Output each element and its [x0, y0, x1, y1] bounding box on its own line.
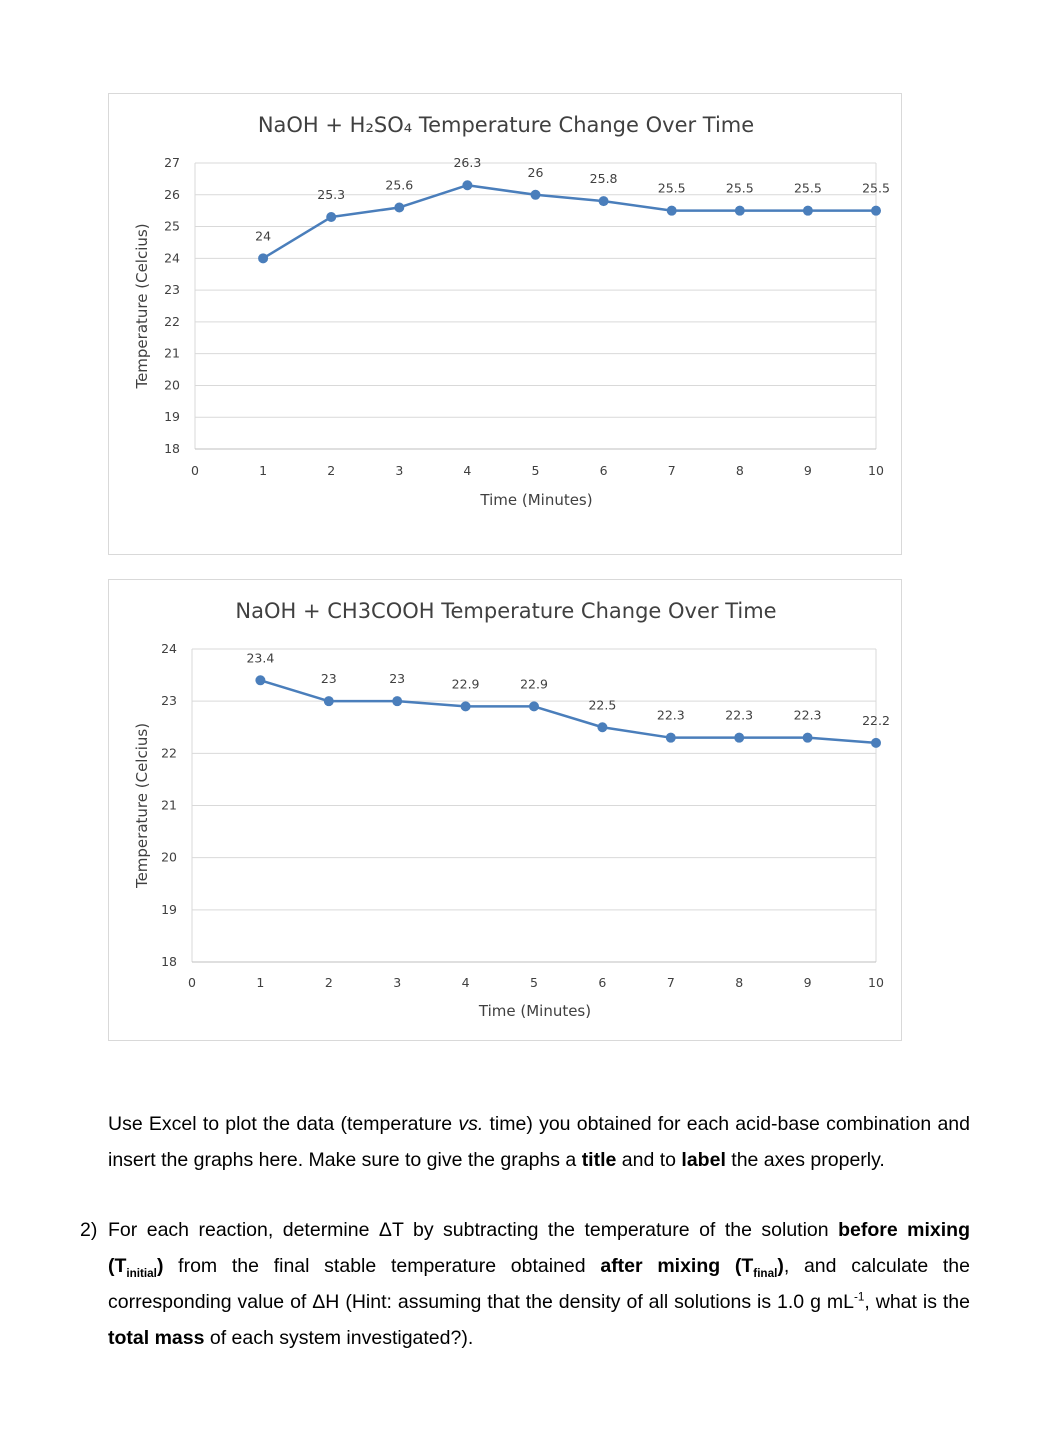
- x-tick-label: 0: [191, 463, 199, 478]
- data-label: 22.3: [793, 707, 822, 723]
- y-tick-label: 19: [161, 901, 177, 917]
- data-point: [735, 206, 745, 216]
- data-point: [462, 180, 472, 190]
- x-tick-label: 7: [667, 463, 676, 478]
- y-tick-label: 25: [164, 218, 180, 234]
- x-tick-label: 1: [259, 463, 268, 478]
- x-tick-label: 4: [463, 463, 472, 478]
- data-point: [392, 696, 402, 706]
- data-label: 22.9: [451, 676, 480, 692]
- data-point: [394, 202, 404, 212]
- x-tick-label: 6: [598, 975, 607, 990]
- data-label: 25.5: [862, 180, 890, 196]
- x-axis-label: Time (Minutes): [478, 1002, 592, 1020]
- x-tick-label: 9: [803, 463, 812, 478]
- data-point: [461, 701, 471, 711]
- x-tick-label: 7: [666, 975, 675, 990]
- title-subscript: ₄: [403, 113, 413, 137]
- instr-vs: vs.: [458, 1113, 484, 1135]
- chart-naoh-h2so4: [108, 93, 902, 555]
- x-tick-label: 5: [530, 975, 538, 990]
- x-tick-label: 4: [461, 975, 470, 990]
- data-point: [734, 733, 744, 743]
- x-tick-label: 3: [393, 975, 402, 990]
- data-label: 22.3: [656, 707, 685, 723]
- chart-naoh-ch3cooh: [108, 579, 902, 1041]
- x-tick-label: 1: [256, 975, 265, 990]
- data-point: [667, 206, 677, 216]
- instr-text-4: the axes properly.: [725, 1149, 885, 1171]
- q2-text-c: , and calculate the corresponding value of ΔH (Hint: assuming that the density of all solutions is 1.0 g mL: [108, 1255, 971, 1313]
- x-tick-label: 5: [531, 463, 540, 478]
- question-2: [80, 1212, 970, 1356]
- data-point: [529, 701, 539, 711]
- y-tick-label: 18: [161, 954, 177, 969]
- data-point: [324, 696, 334, 706]
- q2-text-e: of each system investigated?).: [204, 1327, 474, 1349]
- data-point: [597, 722, 607, 732]
- x-tick-label: 10: [868, 463, 884, 478]
- x-tick-label: 3: [395, 463, 404, 478]
- data-label: 24: [255, 228, 272, 244]
- q2-before-mixing: before mixing: [838, 1219, 970, 1241]
- instructions-paragraph: [108, 1106, 970, 1178]
- chart-title: NaOH + CH3COOH Temperature Change Over Time: [235, 599, 777, 623]
- q2-t-final-pre: (T: [734, 1255, 754, 1277]
- q2-text-d: , what is the: [864, 1291, 970, 1313]
- data-point: [258, 253, 268, 263]
- x-tick-label: 9: [803, 975, 812, 990]
- y-tick-label: 26: [164, 186, 180, 202]
- q2-text-b: from the final stable temperature obtained: [163, 1255, 601, 1277]
- q2-superscript: -1: [853, 1290, 865, 1304]
- data-label: 22.2: [862, 712, 890, 728]
- instr-label-bold: label: [681, 1149, 726, 1171]
- data-point: [803, 206, 813, 216]
- title-part: NaOH + H: [257, 113, 366, 137]
- title-subscript: ₂: [365, 113, 374, 137]
- y-axis-label: Temperature (Celcius): [133, 223, 151, 389]
- data-label: 25.5: [657, 180, 686, 196]
- question-2-text: [108, 1212, 970, 1356]
- q2-after-mixing: after mixing: [600, 1255, 721, 1277]
- y-tick-label: 20: [161, 849, 177, 865]
- data-label: 25.8: [589, 171, 618, 187]
- data-label: 26.3: [453, 155, 482, 171]
- q2-t-initial-pre: (T: [108, 1255, 127, 1277]
- data-label: 23.4: [246, 650, 275, 666]
- q2-t-final-post: ): [777, 1255, 784, 1277]
- data-label: 23: [389, 671, 406, 687]
- y-tick-label: 24: [161, 641, 177, 656]
- y-tick-label: 23: [161, 693, 177, 709]
- data-label: 22.3: [725, 707, 754, 723]
- q2-total-mass: total mass: [108, 1327, 205, 1349]
- data-point: [666, 733, 676, 743]
- x-tick-label: 6: [599, 463, 608, 478]
- y-tick-label: 21: [164, 345, 180, 361]
- data-point: [803, 733, 813, 743]
- y-tick-label: 18: [164, 441, 180, 456]
- chart-title: [258, 113, 754, 137]
- y-tick-label: 20: [164, 377, 180, 393]
- instr-text-1: Use Excel to plot the data (temperature: [108, 1113, 459, 1135]
- chart-naoh-ch3cooh-svg: [109, 580, 903, 1042]
- title-part: SO: [373, 113, 404, 137]
- q2-t-initial-post: ): [156, 1255, 164, 1277]
- x-axis-label: Time (Minutes): [480, 491, 593, 509]
- data-point: [871, 738, 881, 748]
- data-label: 22.5: [588, 697, 617, 713]
- instr-text-2: time) you obtained for each acid-base combination and insert the graphs here. Make sure to give the graphs a: [108, 1113, 970, 1171]
- data-point: [531, 190, 541, 200]
- data-label: 25.5: [725, 180, 754, 196]
- data-label: 22.9: [520, 676, 548, 692]
- y-tick-label: 19: [164, 409, 180, 425]
- instr-text-3: and to: [616, 1149, 682, 1171]
- series-line: [260, 680, 876, 743]
- data-label: 25.3: [317, 187, 346, 203]
- data-point: [599, 196, 609, 206]
- y-tick-label: 24: [164, 250, 180, 266]
- y-tick-label: 22: [164, 313, 180, 329]
- data-point: [871, 206, 881, 216]
- data-label: 26: [527, 164, 544, 180]
- data-point: [255, 675, 265, 685]
- y-tick-label: 23: [164, 282, 180, 298]
- data-label: 25.6: [385, 177, 414, 193]
- q2-t-initial-sub: initial: [126, 1266, 157, 1280]
- x-tick-label: 0: [188, 975, 196, 990]
- data-label: 23: [320, 671, 337, 687]
- y-axis-label: Temperature (Celcius): [133, 722, 151, 889]
- title-part: Temperature Change Over Time: [412, 113, 755, 137]
- q2-t-initial: [108, 1255, 164, 1280]
- y-tick-label: 22: [161, 745, 177, 761]
- y-tick-label: 21: [161, 797, 177, 813]
- series-line: [263, 185, 876, 258]
- x-tick-label: 2: [324, 975, 333, 990]
- q2-t-final-sub: final: [753, 1266, 778, 1280]
- data-point: [326, 212, 336, 222]
- x-tick-label: 8: [735, 463, 744, 478]
- x-tick-label: 10: [868, 975, 884, 990]
- x-tick-label: 2: [327, 463, 336, 478]
- y-tick-label: 27: [164, 155, 180, 170]
- x-tick-label: 8: [735, 975, 744, 990]
- question-number: 2): [80, 1219, 98, 1241]
- q2-text-a: For each reaction, determine ΔT by subtracting the temperature of the solution: [108, 1219, 839, 1241]
- instr-title-bold: title: [581, 1149, 617, 1171]
- chart-naoh-h2so4-svg: [109, 94, 903, 556]
- data-label: 25.5: [793, 180, 822, 196]
- q2-t-final: [734, 1255, 784, 1280]
